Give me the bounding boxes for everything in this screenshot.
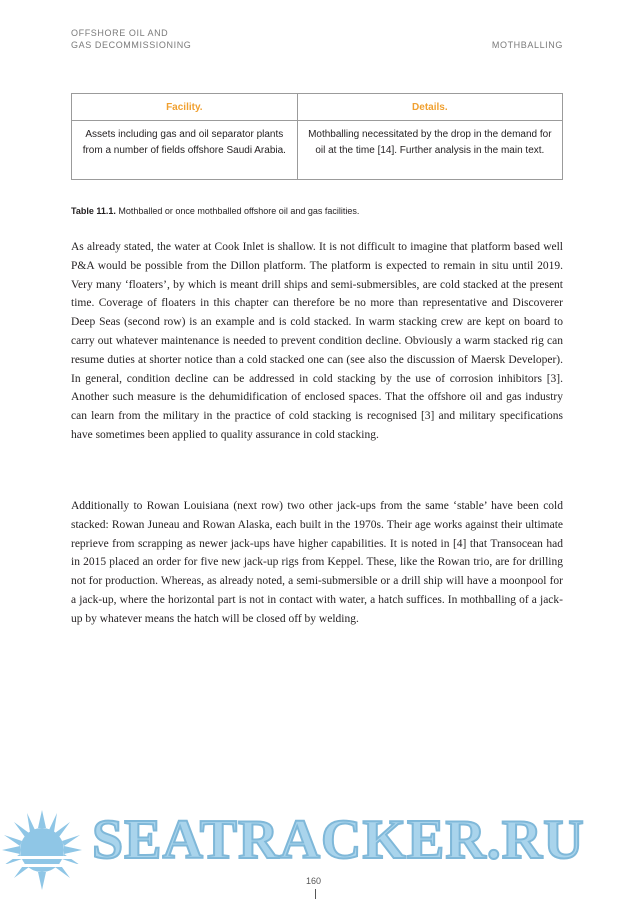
caption-label: Table 11.1.: [71, 206, 116, 216]
page-number: 160: [306, 876, 322, 886]
table-header-row: [72, 94, 563, 121]
running-header-title: [71, 27, 191, 51]
table-cell-facility: Assets including gas and oil separator plants from a number of fields offshore Saudi Arabia.: [72, 121, 298, 180]
header-title-line1: OFFSHORE OIL AND: [71, 28, 169, 38]
table-cell-details: Mothballing necessitated by the drop in the demand for oil at the time [14]. Further analysis in the main text.: [297, 121, 562, 180]
table-header-details: Details.: [297, 94, 562, 121]
body-paragraph-2: Additionally to Rowan Louisiana (next row) two other jack-ups from the same ‘stable’ have been cold stacked: Rowan Juneau and Rowan Alaska, each built in the 1970s. Their age works against their ultimate reprieve from scrapping as newer jack-ups have higher capabilities. It is noted in [4] that Transocean had in 2015 placed an order for five new jack-up rigs from Keppel. These, like the Rowan trio, are for drilling not for production. Whereas, as already noted, a semi-submersible or a drill ship will have a moonpool for a jack-up, where the horizontal part is not in contact with water, a hatch suffices. In mothballing of a jack-up by whatever means the hatch will be closed off by welding.: [71, 500, 563, 625]
running-header-section: MOTHBALLING: [491, 40, 563, 50]
header-title-line2: GAS DECOMMISSIONING: [71, 40, 192, 50]
table-header-facility: Facility.: [72, 94, 298, 121]
page-number-rule: [315, 889, 316, 899]
caption-text: Mothballed or once mothballed offshore oil and gas facilities.: [118, 206, 360, 216]
facilities-table: [71, 93, 563, 180]
body-paragraph-1: As already stated, the water at Cook Inlet is shallow. It is not difficult to imagine that platform based well P&A would be possible from the Dillon platform. The platform is expected to remain in situ until 2019. Very many ‘floaters’, by which is meant drill ships and semi-submersibles, are cold stacked at the present time. Coverage of floaters in this chapter can therefore be no more than representative and Discoverer Deep Seas (second row) is an example and is cold stacked. In warm stacking crew are kept on board to carry out whatever maintenance is needed to prevent condition decline. Obviously a warm stacked rig can resume duties at shorter notice than a cold stacked one can (see also the discussion of Maersk Developer). In general, condition decline can be addressed in cold stacking by the use of corrosion inhibitors [3]. Another such measure is the dehumidification of enclosed spaces. That the offshore oil and gas industry can learn from the military in the practice of cold stacking is recognised [3] and military specifications have sometimes been applied to quality assurance in cold stacking.: [71, 241, 563, 441]
watermark-text: SEATRACKER.RU: [92, 809, 585, 871]
sun-logo-icon: [0, 806, 92, 892]
table-caption: [71, 206, 359, 216]
table-row: [72, 121, 563, 180]
